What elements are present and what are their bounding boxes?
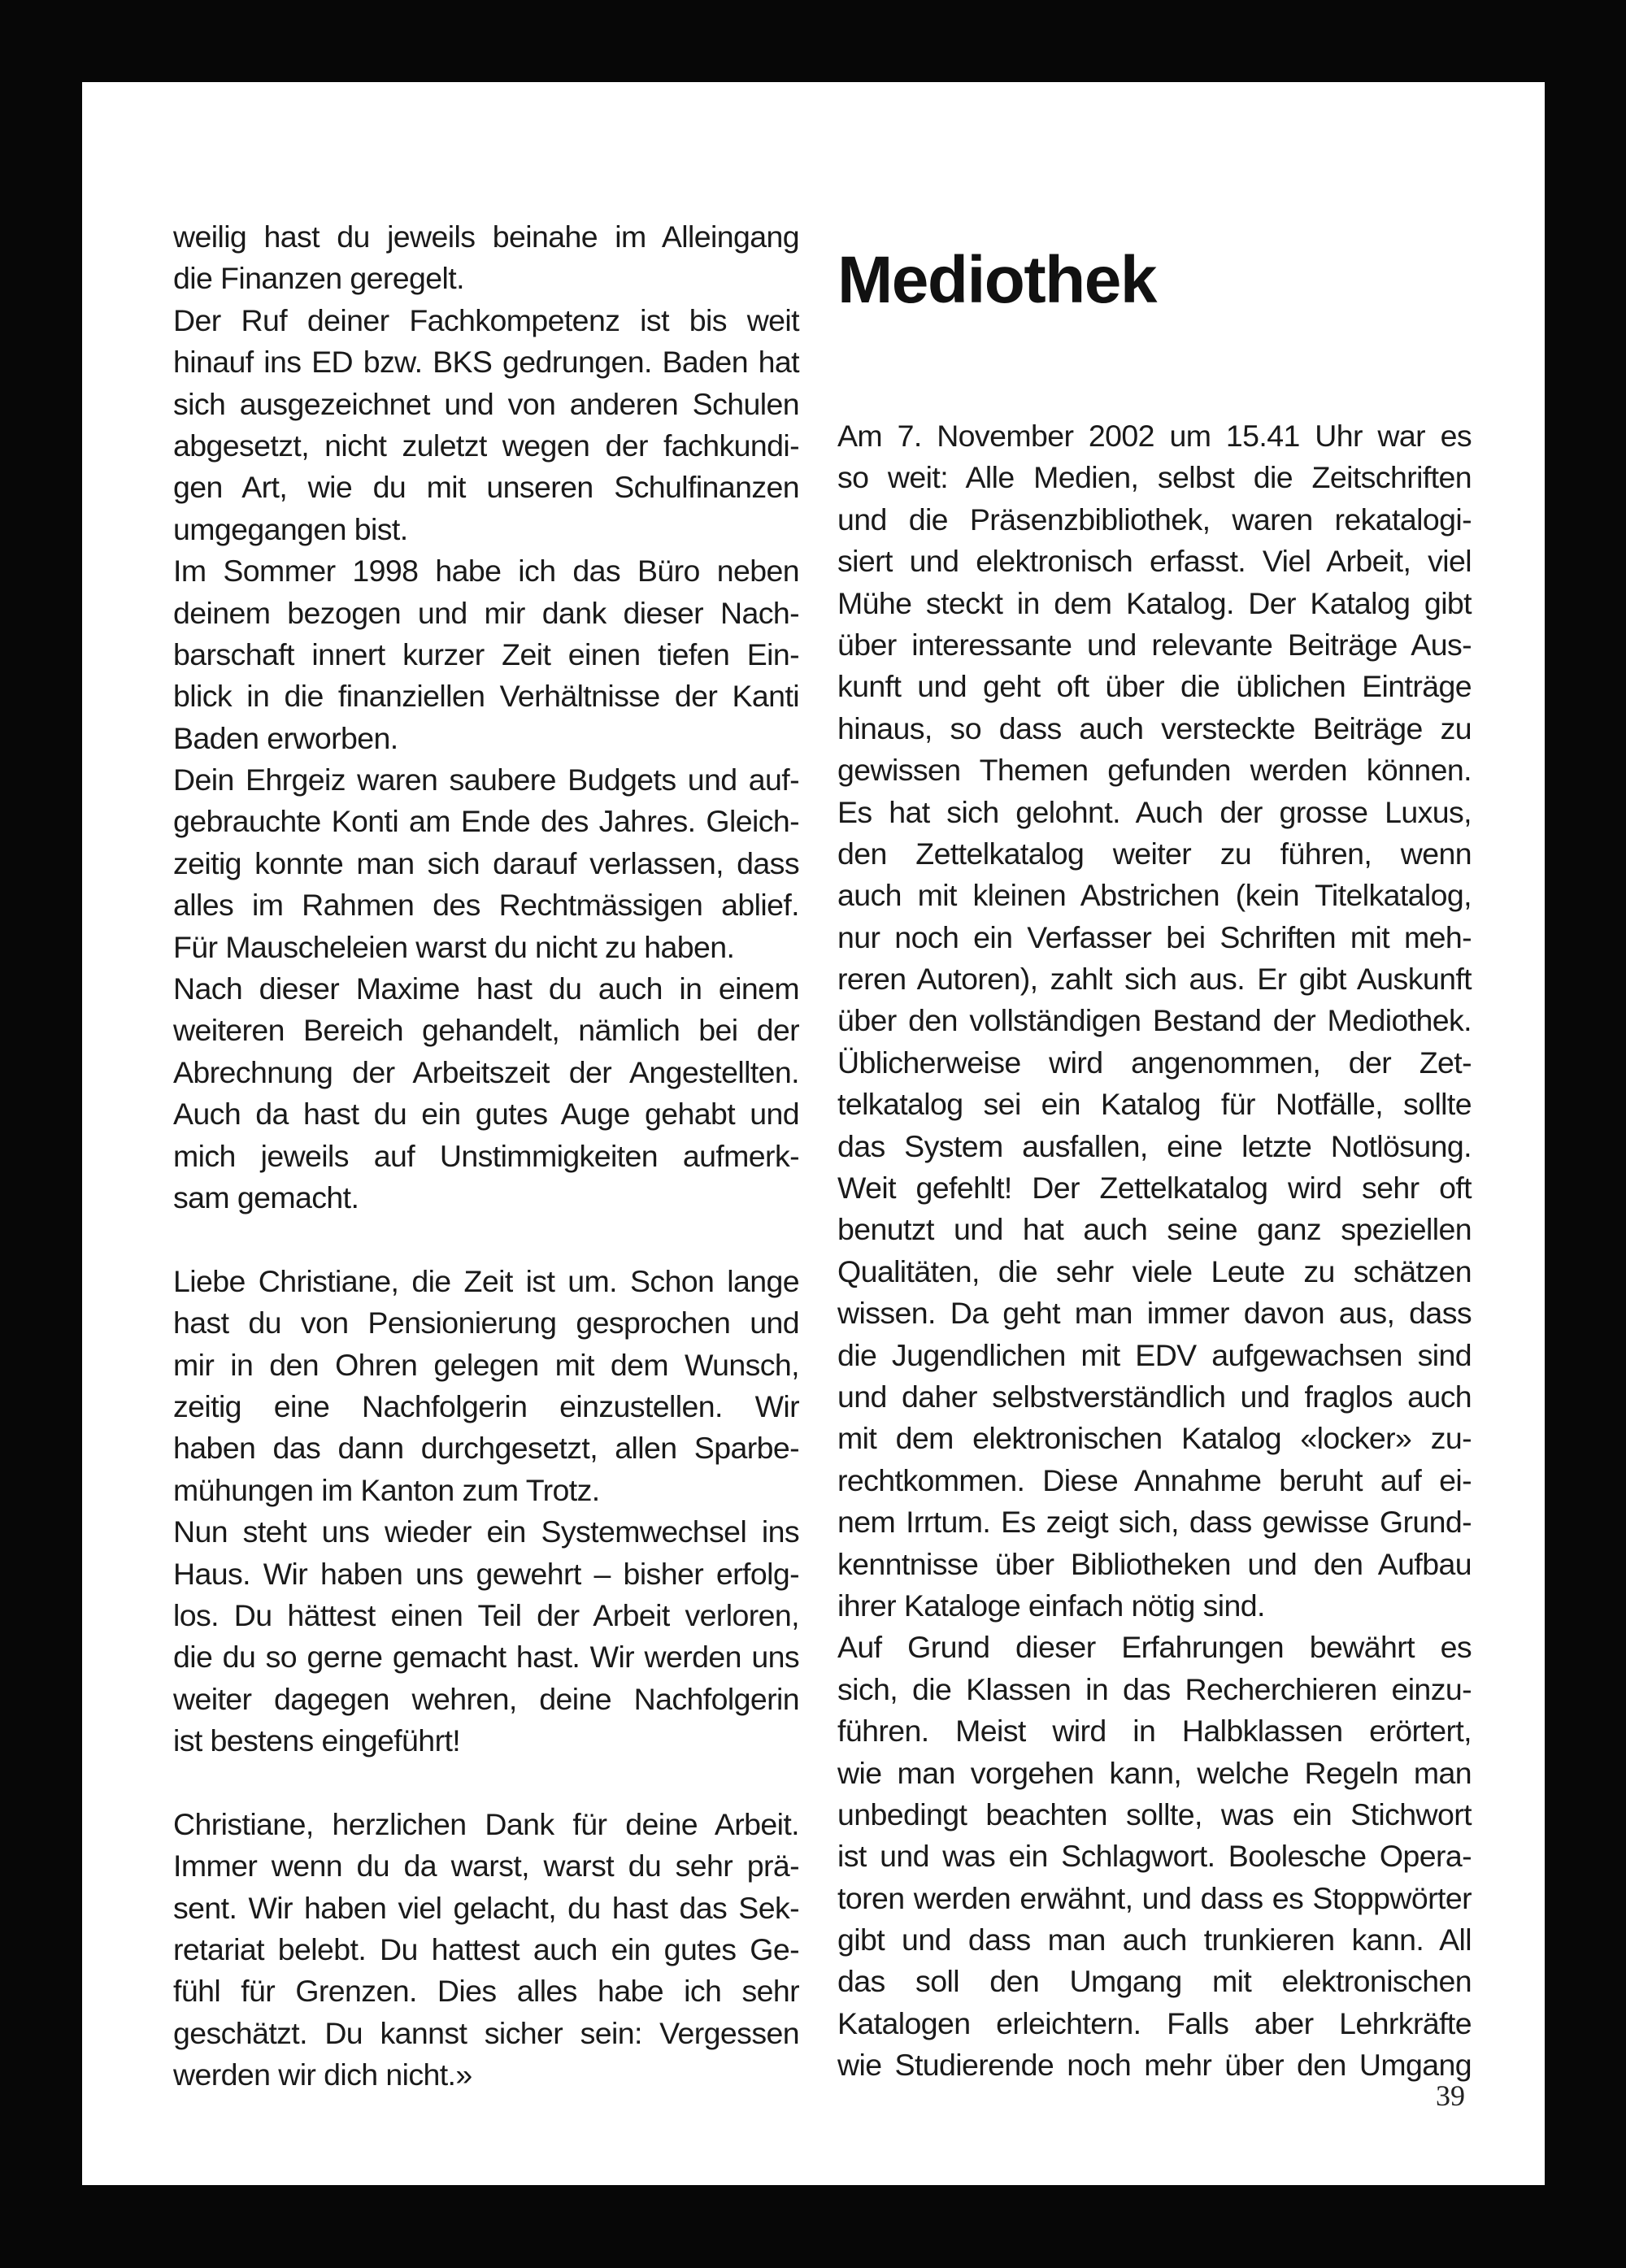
text-line: hinaus, so dass auch versteckte Beiträge zu [837, 710, 1472, 745]
text-line: deinem bezogen und mir dank dieser Nach- [173, 595, 799, 630]
text-line: geschätzt. Du kannst sicher sein: Vergessen [173, 2015, 799, 2050]
page-number: 39 [1436, 2079, 1465, 2112]
text-line: Baden erworben. [173, 720, 398, 755]
text-line: alles im Rahmen des Rechtmässigen ablief. [173, 888, 799, 923]
text-line: kenntnisse über Bibliotheken und den Aufbau [837, 1546, 1472, 1581]
text-line: los. Du hättest einen Teil der Arbeit verloren, [173, 1597, 799, 1632]
text-line: und daher selbstverständlich und fraglos auch [837, 1379, 1472, 1414]
text-line: werden wir dich nicht.» [173, 2057, 472, 2092]
text-line: Abrechnung der Arbeitszeit der Angestellten. [173, 1054, 799, 1089]
text-line: blick in die finanziellen Verhältnisse der Kanti [173, 679, 799, 714]
text-line: gen Art, wie du mit unseren Schulfinanzen [173, 470, 799, 505]
text-line: über interessante und relevante Beiträge Aus- [837, 627, 1472, 662]
text-line: Dein Ehrgeiz waren saubere Budgets und auf- [173, 763, 799, 797]
text-line: führen. Meist wird in Halbklassen erörtert, [837, 1714, 1472, 1749]
text-line: sent. Wir haben viel gelacht, du hast das Sek- [173, 1890, 799, 1925]
text-line: Mühe steckt in dem Katalog. Der Katalog gibt [837, 585, 1472, 620]
text-line: weiter dagegen wehren, deine Nachfolgerin [173, 1681, 799, 1716]
text-line: sich, die Klassen in das Recherchieren einzu- [837, 1671, 1472, 1706]
text-line: wissen. Da geht man immer davon aus, dass [837, 1296, 1472, 1331]
text-line: Haus. Wir haben uns gewehrt – bisher erfolg- [173, 1556, 799, 1591]
text-line: Der Ruf deiner Fachkompetenz ist bis weit [173, 302, 799, 337]
text-line: kunft und geht oft über die üblichen Einträge [837, 669, 1472, 704]
paragraph-gap [173, 1762, 799, 1803]
text-line: Weit gefehlt! Der Zettelkatalog wird sehr oft [837, 1171, 1472, 1206]
text-line: benutzt und hat auch seine ganz speziellen [837, 1212, 1472, 1247]
text-line: retariat belebt. Du hattest auch ein gutes Ge- [173, 1932, 799, 1967]
text-line: ist bestens eingeführt! [173, 1723, 461, 1758]
text-line: Auch da hast du ein gutes Auge gehabt und [173, 1097, 799, 1132]
text-line: zeitig konnte man sich darauf verlassen, dass [173, 845, 799, 880]
text-line: über den vollständigen Bestand der Mediothek. [837, 1003, 1472, 1038]
text-line: mit dem elektronischen Katalog «locker» zu- [837, 1421, 1472, 1456]
text-line: nur noch ein Verfasser bei Schriften mit meh- [837, 919, 1472, 954]
text-line: wie man vorgehen kann, welche Regeln man [837, 1755, 1472, 1790]
text-line: das System ausfallen, eine letzte Notlösung. [837, 1128, 1472, 1163]
text-line: ist und was ein Schlagwort. Boolesche Opera- [837, 1839, 1472, 1874]
text-line: Katalogen erleichtern. Falls aber Lehrkräfte [837, 2005, 1472, 2040]
text-line: zeitig eine Nachfolgerin einzustellen. Wir [173, 1388, 799, 1423]
text-line: Es hat sich gelohnt. Auch der grosse Luxus, [837, 794, 1472, 829]
document-page [82, 82, 1545, 2185]
text-line: sam gemacht. [173, 1180, 359, 1214]
text-line: Im Sommer 1998 habe ich das Büro neben [173, 554, 799, 589]
paragraph-gap [173, 1219, 799, 1260]
text-line: rechtkommen. Diese Annahme beruht auf ei- [837, 1462, 1472, 1497]
text-line: Auf Grund dieser Erfahrungen bewährt es [837, 1630, 1472, 1665]
text-line: auch mit kleinen Abstrichen (kein Titelkatalog, [837, 878, 1472, 913]
text-line: toren werden erwähnt, und dass es Stoppwörter [837, 1880, 1472, 1915]
text-line: Christiane, herzlichen Dank für deine Arbeit. [173, 1806, 799, 1841]
text-line: wie Studierende noch mehr über den Umgang [837, 2048, 1472, 2083]
text-line: abgesetzt, nicht zuletzt wegen der fachkundi- [173, 428, 799, 463]
text-line: gibt und dass man auch trunkieren kann. All [837, 1923, 1472, 1957]
text-line: hast du von Pensionierung gesprochen und [173, 1306, 799, 1340]
text-line: nem Irrtum. Es zeigt sich, dass gewisse Grund- [837, 1505, 1472, 1540]
text-line: hinauf ins ED bzw. BKS gedrungen. Baden hat [173, 345, 799, 380]
text-line: mir in den Ohren gelegen mit dem Wunsch, [173, 1347, 799, 1382]
text-line: gewissen Themen gefunden werden können. [837, 753, 1472, 788]
text-line: die Jugendlichen mit EDV aufgewachsen sind [837, 1337, 1472, 1372]
text-line: barschaft innert kurzer Zeit einen tiefen Ein- [173, 637, 799, 671]
text-line: so weit: Alle Medien, selbst die Zeitschriften [837, 460, 1472, 495]
right-text-column [837, 415, 1472, 2087]
text-line: fühl für Grenzen. Dies alles habe ich sehr [173, 1974, 799, 2009]
text-line: Immer wenn du da warst, warst du sehr prä- [173, 1849, 799, 1883]
text-line: Nun steht uns wieder ein Systemwechsel ins [173, 1514, 799, 1549]
text-line: Qualitäten, die sehr viele Leute zu schätzen [837, 1253, 1472, 1288]
text-line: sich ausgezeichnet und von anderen Schulen [173, 386, 799, 421]
text-line: weiteren Bereich gehandelt, nämlich bei der [173, 1013, 799, 1048]
section-heading: Mediothek [837, 242, 1156, 317]
text-line: unbedingt beachten sollte, was ein Stichwort [837, 1797, 1472, 1831]
text-line: und die Präsenzbibliothek, waren rekatalogi- [837, 502, 1472, 537]
text-line: siert und elektronisch erfasst. Viel Arbeit, viel [837, 544, 1472, 579]
text-line: mich jeweils auf Unstimmigkeiten aufmerk- [173, 1138, 799, 1173]
text-line: mühungen im Kanton zum Trotz. [173, 1472, 600, 1507]
text-line: telkatalog sei ein Katalog für Notfälle, sollte [837, 1087, 1472, 1122]
text-line: weilig hast du jeweils beinahe im Alleingang [173, 219, 799, 254]
left-text-column [173, 216, 799, 2096]
text-line: umgegangen bist. [173, 511, 408, 546]
text-line: die Finanzen geregelt. [173, 261, 464, 296]
text-line: das soll den Umgang mit elektronischen [837, 1964, 1472, 1999]
text-line: Am 7. November 2002 um 15.41 Uhr war es [837, 419, 1472, 453]
text-line: die du so gerne gemacht hast. Wir werden uns [173, 1640, 799, 1675]
text-line: gebrauchte Konti am Ende des Jahres. Gleich- [173, 804, 799, 839]
text-line: ihrer Kataloge einfach nötig sind. [837, 1588, 1265, 1623]
text-line: reren Autoren), zahlt sich aus. Er gibt Auskunft [837, 962, 1472, 997]
text-line: Liebe Christiane, die Zeit ist um. Schon lange [173, 1263, 799, 1298]
text-line: Üblicherweise wird angenommen, der Zet- [837, 1045, 1472, 1080]
text-line: Nach dieser Maxime hast du auch in einem [173, 971, 799, 1006]
text-line: haben das dann durchgesetzt, allen Sparbe- [173, 1431, 799, 1466]
text-line: den Zettelkatalog weiter zu führen, wenn [837, 836, 1472, 871]
text-line: Für Mauscheleien warst du nicht zu haben. [173, 929, 735, 964]
